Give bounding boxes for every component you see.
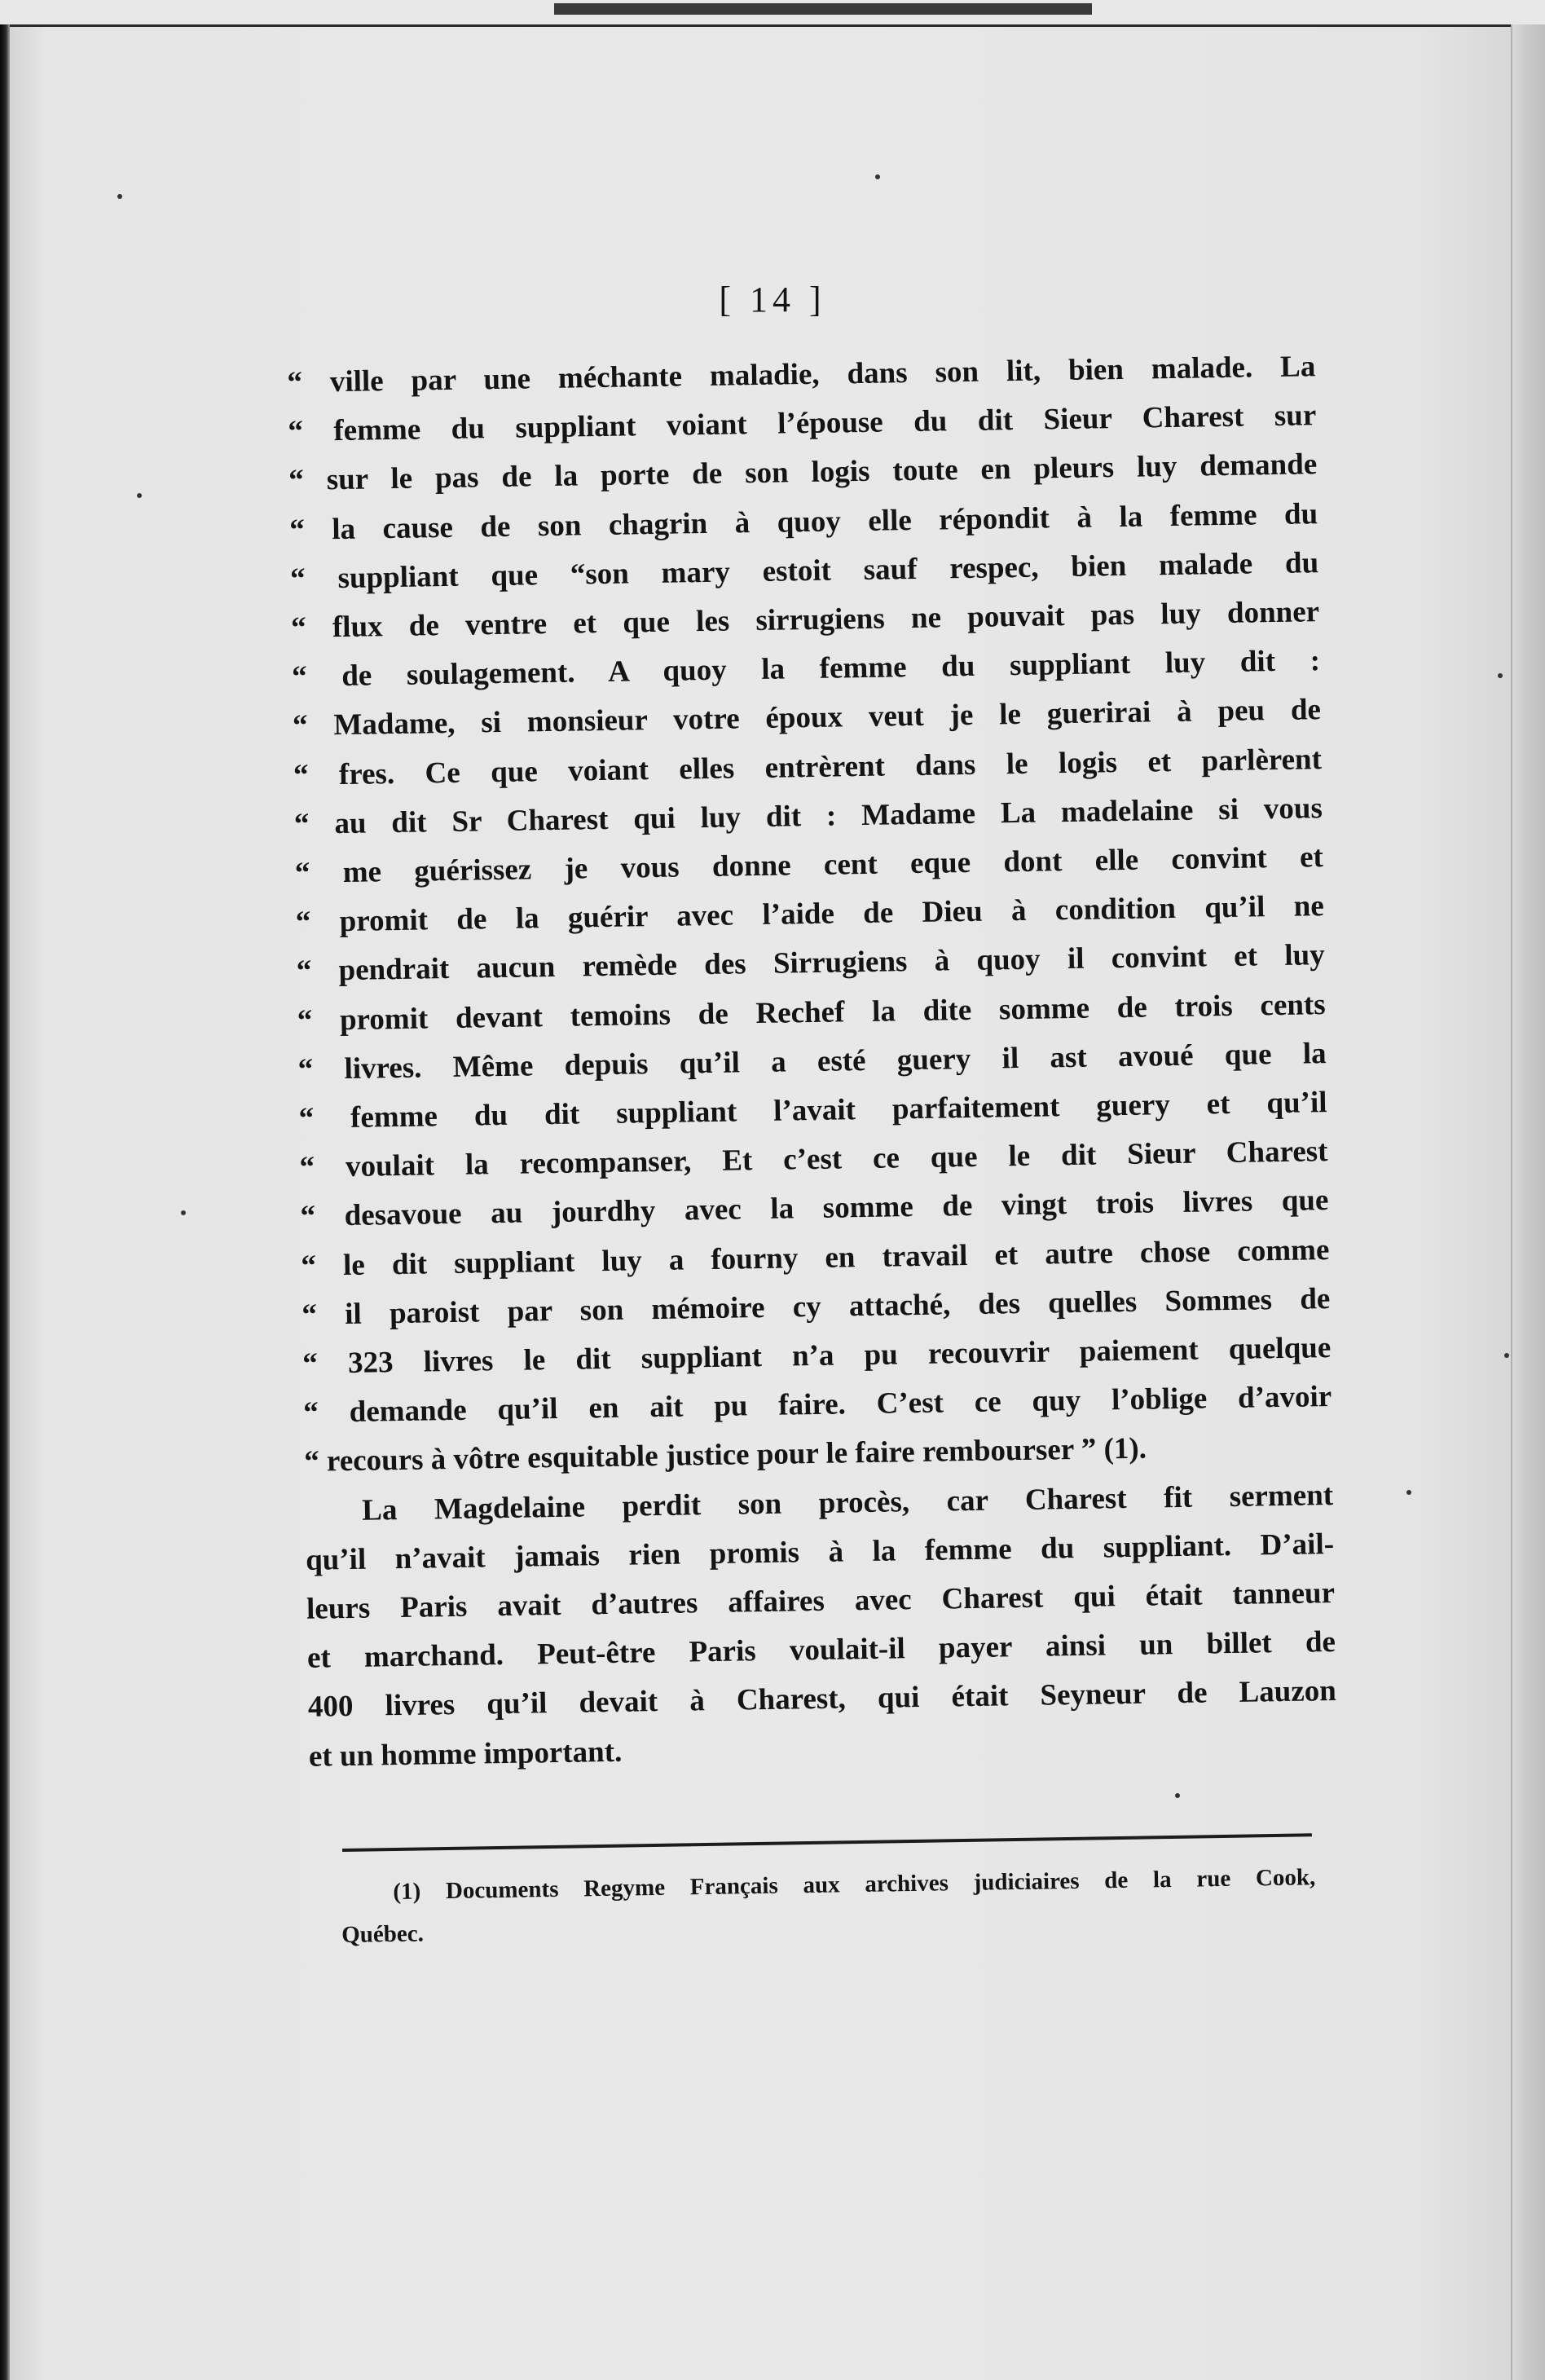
quoted-line: “ recours à vôtre esquitable justice pour le faire rembourser ” (1).: [303, 1432, 1147, 1479]
quoted-line: “ femme du suppliant voiant l’épouse du dit Sieur Charest sur: [288, 399, 1317, 449]
paragraph-line: et un homme important.: [308, 1734, 623, 1774]
quoted-line: “ la cause de son chagrin à quoy elle répondit à la femme du: [288, 496, 1318, 547]
right-page-edge: [1511, 24, 1545, 2380]
quoted-line: “ 323 livres le dit suppliant n’a pu recouvrir paiement quelque: [302, 1331, 1332, 1381]
scan-speck: [117, 194, 122, 199]
quoted-line: “ il paroist par son mémoire cy attaché, des quelles Sommes de: [302, 1281, 1331, 1332]
top-scan-border: [0, 0, 1545, 27]
footnote-rule: [342, 1833, 1312, 1852]
scan-speck: [1504, 1353, 1509, 1358]
footnote: [341, 1856, 1316, 1956]
quoted-line: “ au dit Sr Charest qui luy dit : Madame La madelaine si vous: [293, 791, 1323, 841]
quoted-line: “ pendrait aucun remède des Sirrugiens à quoy il convint et luy: [296, 938, 1325, 989]
left-page-edge: [0, 24, 10, 2380]
quoted-line: “ sur le pas de la porte de son logis toute en pleurs luy demande: [288, 447, 1318, 498]
quoted-line: “ promit de la guérir avec l’aide de Dieu à condition qu’il ne: [295, 889, 1325, 940]
paragraph-line: La Magdelaine perdit son procès, car Charest fit serment: [361, 1478, 1334, 1527]
scan-speck: [137, 493, 142, 498]
footnote-line: (1) Documents Regyme Français aux archives judiciaires de la rue Cook,: [393, 1864, 1316, 1905]
body-text: [287, 342, 1337, 1781]
quoted-line: “ flux de ventre et que les sirrugiens ne pouvait pas luy donner: [290, 595, 1320, 645]
paragraph-line: et marchand. Peut-être Paris voulait-il payer ainsi un billet de: [306, 1625, 1336, 1676]
quoted-line: “ le dit suppliant luy a fourny en travail et autre chose comme: [301, 1232, 1330, 1283]
scan-speck: [1175, 1793, 1180, 1798]
quoted-line: “ fres. Ce que voiant elles entrèrent dans le logis et parlèrent: [293, 742, 1323, 792]
paragraph-line: qu’il n’avait jamais rien promis à la femme du suppliant. D’ail-: [305, 1527, 1335, 1577]
scan-speck: [1406, 1490, 1411, 1495]
quoted-line: “ ville par une méchante maladie, dans son lit, bien malade. La: [287, 350, 1316, 399]
scan-speck: [1498, 673, 1503, 678]
quoted-line: “ livres. Même depuis qu’il a esté guery il ast avoué que la: [297, 1036, 1327, 1086]
quoted-line: “ desavoue au jourdhy avec la somme de vingt trois livres que: [300, 1183, 1329, 1234]
quoted-line: “ demande qu’il en ait pu faire. C’est ce quy l’oblige d’avoir: [302, 1380, 1332, 1430]
quoted-line: “ suppliant que “son mary estoit sauf respec, bien malade du: [289, 545, 1319, 596]
paragraph-line: 400 livres qu’il devait à Charest, qui était Seyneur de Lauzon: [307, 1674, 1337, 1725]
quoted-line: “ de soulagement. A quoy la femme du suppliant luy dit :: [291, 644, 1321, 694]
quoted-line: “ femme du dit suppliant l’avait parfaitement guery et qu’il: [298, 1086, 1327, 1135]
scan-speck: [181, 1210, 186, 1215]
top-border-mark: [554, 3, 1092, 15]
footnote-line: Québec.: [341, 1920, 425, 1948]
quoted-line: “ promit devant temoins de Rechef la dite somme de trois cents: [297, 987, 1326, 1038]
quoted-line: “ me guérissez je vous donne cent eque dont elle convint et: [294, 840, 1324, 890]
paragraph-line: leurs Paris avait d’autres affaires avec Charest qui était tanneur: [306, 1576, 1336, 1626]
page-number: [ 14 ]: [719, 280, 826, 320]
scan-speck: [875, 174, 880, 179]
quoted-line: “ voulait la recompanser, Et c’est ce que le dit Sieur Charest: [299, 1135, 1328, 1185]
quoted-line: “ Madame, si monsieur votre époux veut je le guerirai à peu de: [292, 693, 1322, 743]
